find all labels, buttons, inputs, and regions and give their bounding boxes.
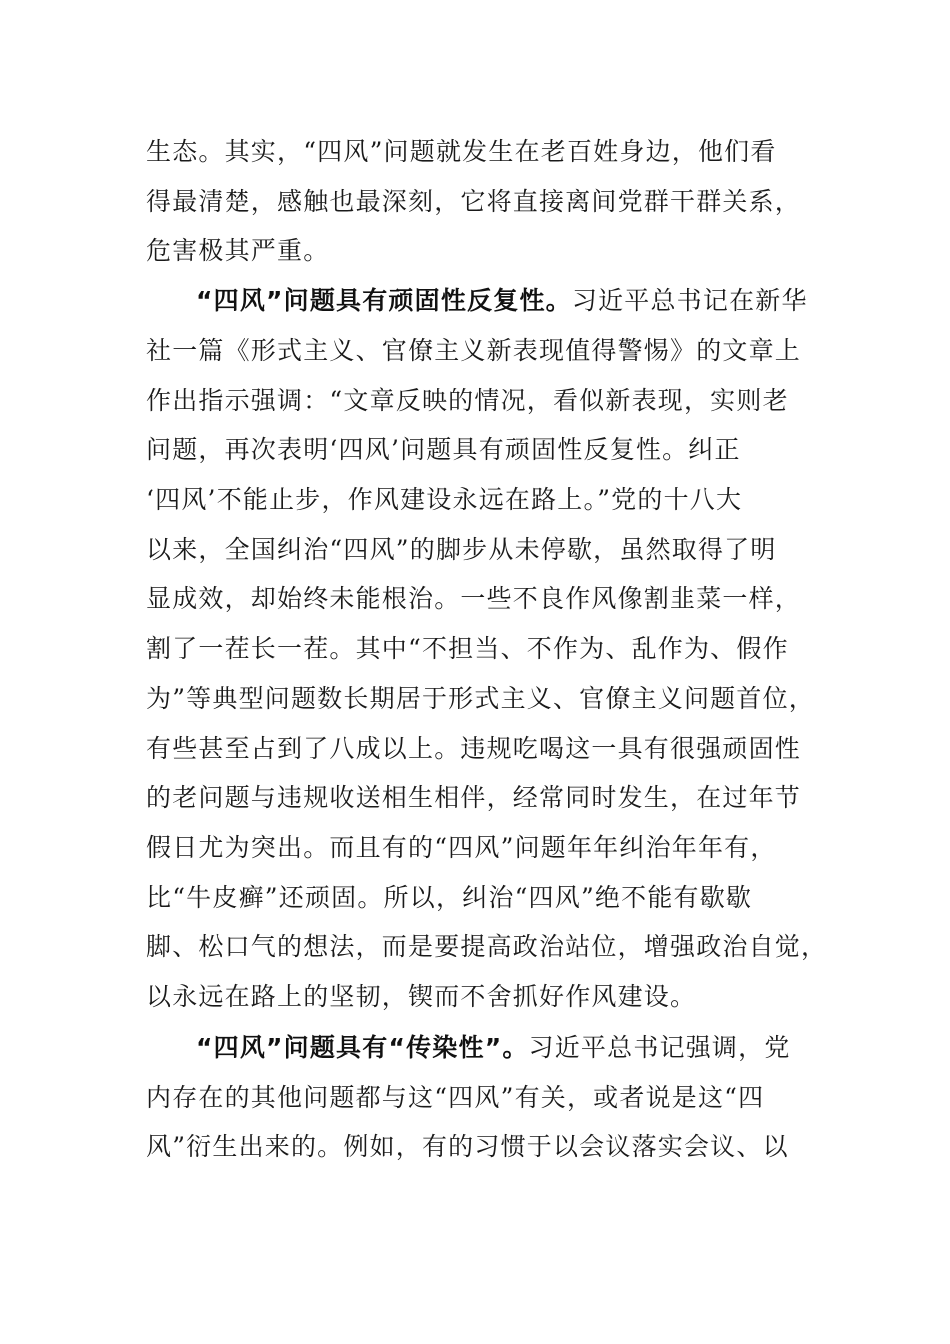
paragraph-1-line-2: 得最清楚，感触也最深刻，它将直接离间党群干群关系， <box>146 187 802 216</box>
paragraph-2-line: 社一篇《形式主义、官僚主义新表现值得警惕》的文章上 <box>146 336 802 365</box>
paragraph-2-line: 以永远在路上的坚韧，锲而不舍抓好作风建设。 <box>146 982 697 1011</box>
paragraph-1-line-3: 危害极其严重。 <box>146 236 330 265</box>
paragraph-2-heading: “四风”问题具有顽固性反复性。 <box>196 286 572 315</box>
paragraph-2-line: 割了一茬长一茬。其中“不担当、不作为、乱作为、假作 <box>146 634 789 663</box>
paragraph-3-first-line-text: 习近平总书记强调，党 <box>528 1033 791 1062</box>
paragraph-2-line: 问题，再次表明‘四风’问题具有顽固性反复性。纠正 <box>146 435 741 464</box>
paragraph-2-line: 假日尤为突出。而且有的“四风”问题年年纠治年年有， <box>146 833 777 862</box>
paragraph-3-line: 风”衍生出来的。例如，有的习惯于以会议落实会议、以 <box>146 1132 789 1161</box>
paragraph-2-line: 脚、松口气的想法，而是要提高政治站位，增强政治自觉， <box>146 932 828 961</box>
paragraph-2-line: 以来，全国纠治“四风”的脚步从未停歇，虽然取得了明 <box>146 535 777 564</box>
paragraph-2-line: ‘四风’不能止步，作风建设永远在路上。”党的十八大 <box>146 485 743 514</box>
paragraph-2-line: 的老问题与违规收送相生相伴，经常同时发生，在过年节 <box>146 783 802 812</box>
paragraph-3-line: 内存在的其他问题都与这“四风”有关，或者说是这“四 <box>146 1083 765 1112</box>
paragraph-2-line: 显成效，却始终未能根治。一些不良作风像割韭菜一样， <box>146 584 802 613</box>
paragraph-2-first-line <box>196 281 806 321</box>
paragraph-1-line-1: 生态。其实，“四风”问题就发生在老百姓身边，他们看 <box>146 137 777 166</box>
paragraph-3-heading: “四风”问题具有“传染性”。 <box>196 1033 529 1062</box>
paragraph-3-first-line <box>196 1028 806 1068</box>
paragraph-2-line: 有些甚至占到了八成以上。违规吃喝这一具有很强顽固性 <box>146 734 802 763</box>
paragraph-2-line: 比“牛皮癣”还顽固。所以，纠治“四风”绝不能有歇歇 <box>146 883 753 912</box>
paragraph-2-line: 为”等典型问题数长期居于形式主义、官僚主义问题首位， <box>146 684 815 713</box>
paragraph-2-line: 作出指示强调：“文章反映的情况，看似新表现，实则老 <box>146 386 789 415</box>
paragraph-2-first-line-text: 习近平总书记在新华 <box>571 286 808 315</box>
